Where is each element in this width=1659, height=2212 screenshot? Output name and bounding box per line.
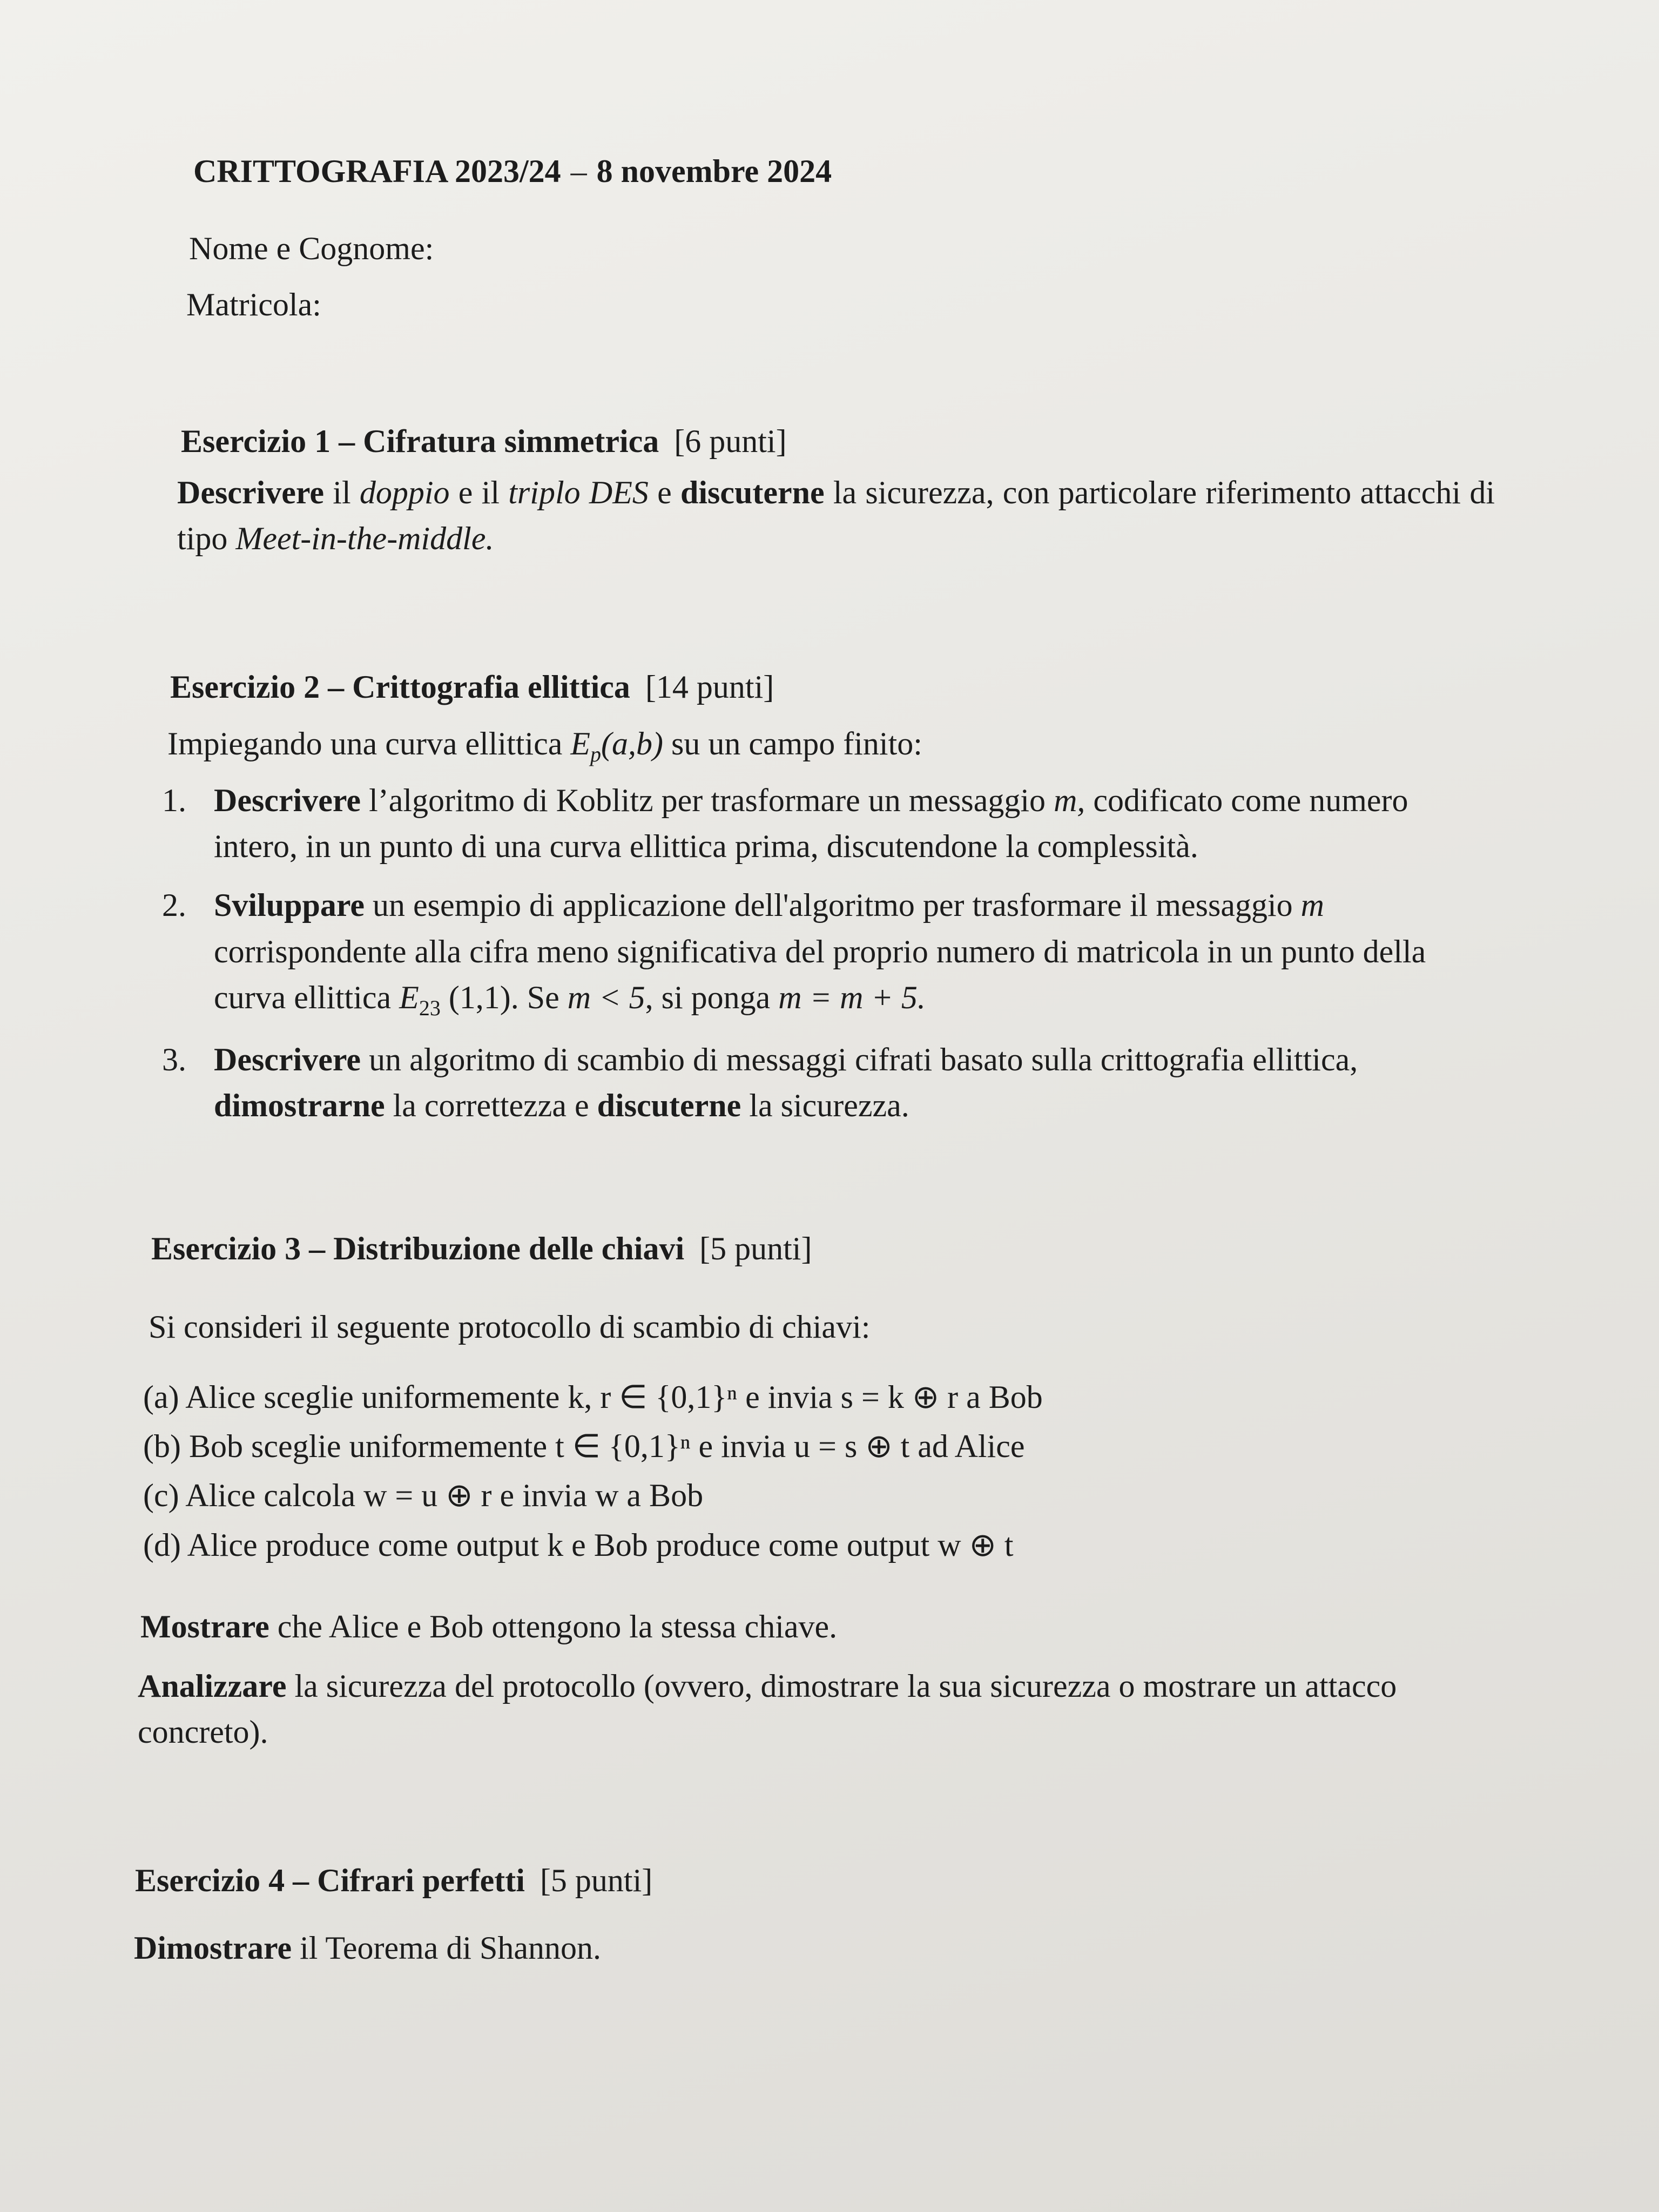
item-text-b: corrispondente alla cifra meno significativa del proprio numero di matricola in un punto della curva ellittica xyxy=(214,933,1426,1015)
ex1-term-triple-des: triplo DES xyxy=(508,475,649,510)
exercise-3-heading: Esercizio 3 – Distribuzione delle chiavi xyxy=(151,1231,685,1266)
ex3-verb-analyze: Analizzare xyxy=(138,1668,287,1704)
protocol-step-a: (a) Alice sceglie uniformemente k, r ∈ {0,1}ⁿ e invia s = k ⊕ r a Bob xyxy=(143,1379,1043,1415)
exercise-4-title xyxy=(135,1858,1485,1904)
item-curve-args: (1,1). Se xyxy=(440,979,568,1015)
exercise-2-points: [14 punti] xyxy=(645,669,774,705)
exercise-4-heading: Esercizio 4 – Cifrari perfetti xyxy=(135,1863,525,1898)
exercise-3-intro: Si consideri il seguente protocollo di scambio di chiavi: xyxy=(149,1309,871,1345)
item-verb-3: discuterne xyxy=(597,1087,741,1123)
exercise-4-points: [5 punti] xyxy=(539,1863,653,1898)
item-text-b: codificato come numero intero, in un punto di una curva ellittica prima, discutendone la complessità. xyxy=(214,783,1408,865)
list-item xyxy=(162,882,1496,1023)
ex2-curve-args: (a,b) xyxy=(601,726,663,761)
exercise-1-title xyxy=(181,419,1531,464)
protocol-step-c: (c) Alice calcola w = u ⊕ r e invia w a Bob xyxy=(143,1478,704,1514)
ex1-term-mitm: Meet-in-the-middle. xyxy=(235,521,494,557)
exercise-2-heading: Esercizio 2 – Crittografia ellittica xyxy=(170,669,630,705)
item-verb: Descrivere xyxy=(214,783,361,818)
item-number: 1. xyxy=(162,783,186,818)
course-title: CRITTOGRAFIA 2023/24 xyxy=(193,153,561,189)
exercise-2-title xyxy=(170,664,1520,710)
ex2-curve-subscript: p xyxy=(590,742,602,766)
exercise-3-points: [5 punti] xyxy=(699,1231,812,1266)
exercise-1-text xyxy=(177,470,1495,562)
protocol-steps xyxy=(143,1374,1493,1572)
protocol-step-d: (d) Alice produce come output k e Bob produce come output w ⊕ t xyxy=(143,1527,1014,1563)
item-variable: m xyxy=(1300,887,1324,923)
ex4-verb-prove: Dimostrare xyxy=(134,1930,292,1966)
name-label: Nome e Cognome: xyxy=(189,231,434,266)
item-text-b: la correttezza e xyxy=(385,1087,597,1123)
ex2-curve-symbol: E xyxy=(570,726,591,761)
ex1-text-1: il xyxy=(324,475,360,510)
item-text-a: l’algoritmo di Koblitz per trasformare un messaggio xyxy=(361,783,1054,818)
item-text-a: un esempio di applicazione dell'algoritmo per trasformare il messaggio xyxy=(365,887,1301,923)
list-item xyxy=(162,778,1496,869)
item-verb: Descrivere xyxy=(214,1041,361,1077)
item-number: 3. xyxy=(162,1041,186,1077)
ex1-text-3: e xyxy=(648,475,680,510)
exercise-3-analyze xyxy=(138,1663,1472,1755)
exercise-2-intro xyxy=(167,721,1518,770)
item-text-c: , si ponga xyxy=(645,979,779,1015)
ex3-verb-show: Mostrare xyxy=(140,1609,269,1644)
item-condition: m < 5 xyxy=(567,979,645,1015)
exercise-2-list xyxy=(162,778,1496,1142)
protocol-step-b: (b) Bob sceglie uniformemente t ∈ {0,1}ⁿ e invia u = s ⊕ t ad Alice xyxy=(143,1428,1025,1465)
item-assignment: m = m + 5. xyxy=(778,979,926,1015)
header-separator: – xyxy=(570,153,587,189)
exercise-3-title xyxy=(151,1226,1501,1272)
ex4-text: il Teorema di Shannon. xyxy=(292,1930,602,1966)
exam-date: 8 novembre 2024 xyxy=(596,153,832,189)
list-item xyxy=(162,1037,1496,1129)
exercise-3-show xyxy=(140,1604,1491,1650)
ex3-analyze-text: la sicurezza del protocollo (ovvero, dimostrare la sua sicurezza o mostrare un attacco concreto). xyxy=(138,1668,1397,1750)
exam-header xyxy=(193,149,1543,194)
exercise-1-points: [6 punti] xyxy=(674,423,787,459)
ex2-intro-text-a: Impiegando una curva ellittica xyxy=(167,726,571,761)
ex1-verb-discuss: discuterne xyxy=(680,475,825,510)
ex1-text-4: la sicurezza, con particolare riferimento attacchi di tipo xyxy=(177,475,1495,557)
ex1-term-double: doppio xyxy=(359,475,450,510)
item-verb: Sviluppare xyxy=(214,887,365,923)
item-variable: m, xyxy=(1054,783,1085,818)
item-text-c: la sicurezza. xyxy=(741,1087,909,1123)
item-verb-2: dimostrarne xyxy=(214,1087,385,1123)
ex2-intro-text-b: su un campo finito: xyxy=(663,726,922,761)
exercise-4-text xyxy=(134,1925,1484,1971)
item-curve-subscript: 23 xyxy=(419,995,441,1020)
item-curve-symbol: E xyxy=(399,979,419,1015)
item-number: 2. xyxy=(162,887,186,923)
ex1-verb-describe: Descrivere xyxy=(177,475,325,510)
student-id-label: Matricola: xyxy=(186,287,321,322)
exercise-1-heading: Esercizio 1 – Cifratura simmetrica xyxy=(181,423,659,459)
ex3-show-text: che Alice e Bob ottengono la stessa chiave. xyxy=(269,1609,838,1644)
item-text-a: un algoritmo di scambio di messaggi cifrati basato sulla crittografia ellittica, xyxy=(361,1041,1358,1077)
ex1-text-2: e il xyxy=(449,475,509,510)
